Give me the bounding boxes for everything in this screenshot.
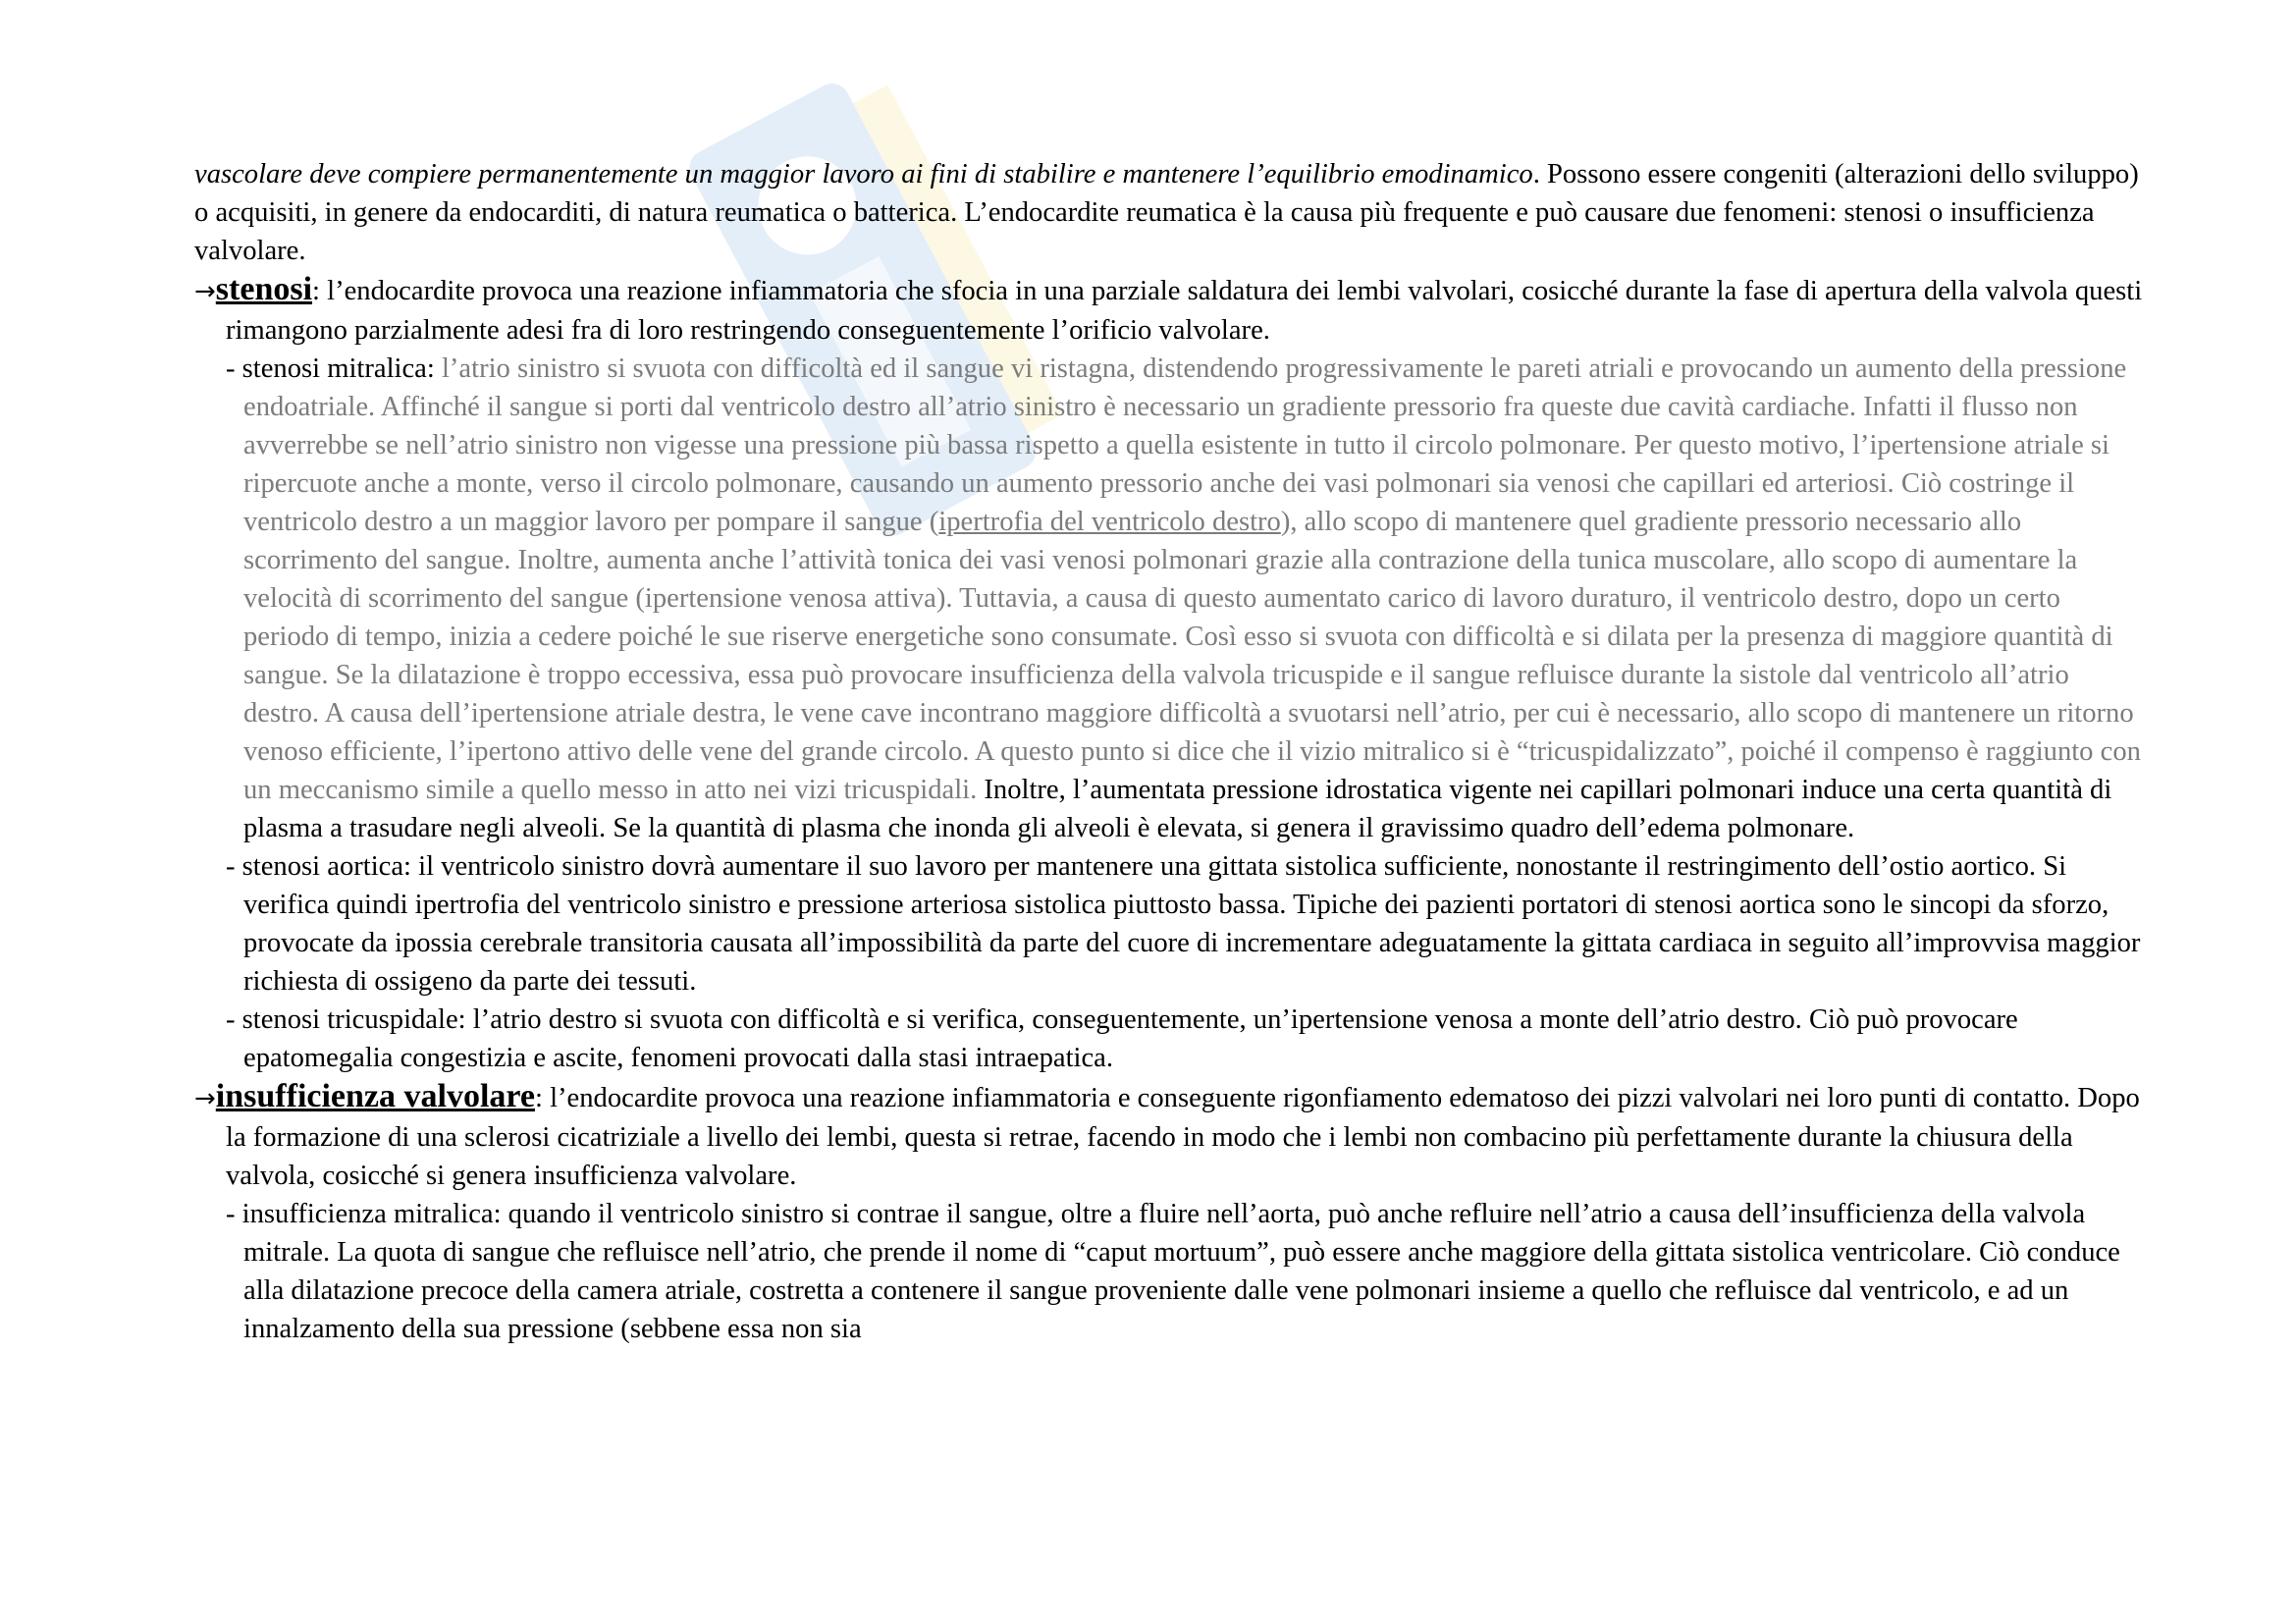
stenosi-tricuspidale-item — [194, 1001, 2148, 1077]
stenosi-colon: : — [312, 276, 320, 306]
arrow-right-icon: → — [194, 1084, 216, 1113]
insufficienza-title: insufficienza valvolare — [215, 1078, 535, 1114]
stenosi-mitralica-item — [194, 350, 2148, 847]
stenosi-text: l’endocardite provoca una reazione infiammatoria che sfocia in una parziale saldatura dei lembi valvolari, cosicché durante la fase di apertura della valvola questi rimangono parzialmente adesi fra di loro restringendo conseguentemente l’orificio valvolare. — [226, 276, 2143, 346]
insufficienza-mitralica-text: quando il ventricolo sinistro si contrae il sangue, oltre a fluire nell’aorta, può anche refluire nell’atrio a causa dell’insufficienza della valvola mitrale. La quota di sangue che refluisce nell’atrio, che prende il nome di “caput mortuum”, può essere anche maggiore della gittata sistolica ventricolare. Ciò conduce alla dilatazione precoce della camera atriale, costretta a contenere il sangue proveniente dalle vene polmonari insieme a quello che refluisce dal ventricolo, e ad un innalzamento della sua pressione (sebbene essa non sia — [243, 1199, 2120, 1344]
stenosi-aortica-item — [194, 847, 2148, 1001]
stenosi-mitralica-black: Inoltre, l’aumentata pressione idrostatica vigente nei capillari polmonari induce una certa quantità di plasma a trasudare negli alveoli. Se la quantità di plasma che inonda gli alveoli è elevata, si genera il gravissimo quadro dell’edema polmonare. — [243, 775, 2112, 843]
stenosi-mitralica-label: - stenosi mitralica: — [226, 353, 442, 384]
stenosi-section — [194, 270, 2148, 350]
intro-rest: . Possono essere congeniti (alterazioni dello sviluppo) o acquisiti, in genere da endocarditi, di natura reumatica o batterica. L’endocardite reumatica è la causa più frequente e può causare due fenomeni: stenosi o insufficienza valvolare. — [194, 159, 2139, 266]
stenosi-tricuspidale-label: - stenosi tricuspidale: — [226, 1004, 473, 1035]
intro-italic: vascolare deve compiere permanentemente un maggior lavoro ai fini di stabilire e mantenere l’equilibrio emodinamico — [194, 159, 1533, 189]
stenosi-mitralica-gray-b: ), allo scopo di mantenere quel gradiente pressorio necessario allo scorrimento del sangue. Inoltre, aumenta anche l’attività tonica dei vasi venosi polmonari grazie alla contrazione della tunica muscolare, allo scopo di aumentare la velocità di scorrimento del sangue (ipertensione venosa attiva). Tuttavia, a causa di questo aumentato carico di lavoro duraturo, il ventricolo destro, dopo un certo periodo di tempo, inizia a cedere poiché le sue riserve energetiche sono consumate. Così esso si svuota con difficoltà e si dilata per la presenza di maggiore quantità di sangue. Se la dilatazione è troppo eccessiva, essa può provocare insufficienza della valvola tricuspide e il sangue refluisce durante la sistole dal ventricolo all’atrio destro. A causa dell’ipertensione atriale destra, le vene cave incontrano maggiore difficoltà a svuotarsi nell’atrio, per cui è necessario, allo scopo di mantenere un ritorno venoso efficiente, l’ipertono attivo delle vene del grande circolo. A questo punto si dice che il vizio mitralico si è “tricuspidalizzato”, poiché il compenso è raggiunto con un meccanismo simile a quello messo in atto nei vizi tricuspidali. — [243, 507, 2141, 805]
stenosi-tricuspidale-text: l’atrio destro si svuota con difficoltà e si verifica, conseguentemente, un’ipertensione venosa a monte dell’atrio destro. Ciò può provocare epatomegalia congestizia e ascite, fenomeni provocati dalla stasi intraepatica. — [243, 1004, 2018, 1073]
document-page — [194, 155, 2148, 1348]
insufficienza-mitralica-label: - insufficienza mitralica: — [226, 1199, 508, 1229]
insufficienza-mitralica-item — [194, 1195, 2148, 1348]
insufficienza-section — [194, 1077, 2148, 1195]
stenosi-mitralica-underlined: ipertrofia del ventricolo destro — [938, 507, 1281, 537]
stenosi-aortica-label: - stenosi aortica: — [226, 851, 419, 882]
stenosi-title: stenosi — [215, 271, 313, 307]
stenosi-mitralica-gray-a: l’atrio sinistro si svuota con difficoltà ed il sangue vi ristagna, distendendo progressivamente le pareti atriali e provocando un aumento della pressione endoatriale. Affinché il sangue si porti dal ventricolo destro all’atrio sinistro è necessario un gradiente pressorio fra queste due cavità cardiache. Infatti il flusso non avverrebbe se nell’atrio sinistro non vigesse una pressione più bassa rispetto a quella esistente in tutto il circolo polmonare. Per questo motivo, l’ipertensione atriale si ripercuote anche a monte, verso il circolo polmonare, causando un aumento pressorio anche dei vasi polmonari sia venosi che capillari ed arteriosi. Ciò costringe il ventricolo destro a un maggior lavoro per pompare il sangue ( — [243, 353, 2127, 537]
arrow-right-icon: → — [194, 277, 216, 306]
insufficienza-colon: : — [534, 1083, 543, 1113]
intro-paragraph — [194, 155, 2148, 270]
insufficienza-text: l’endocardite provoca una reazione infiammatoria e conseguente rigonfiamento edematoso dei pizzi valvolari nei loro punti di contatto. Dopo la formazione di una sclerosi cicatriziale a livello dei lembi, questa si retrae, facendo in modo che i lembi non combacino più perfettamente durante la chiusura della valvola, cosicché si genera insufficienza valvolare. — [226, 1083, 2140, 1191]
stenosi-aortica-text: il ventricolo sinistro dovrà aumentare il suo lavoro per mantenere una gittata sistolica sufficiente, nonostante il restringimento dell’ostio aortico. Si verifica quindi ipertrofia del ventricolo sinistro e pressione arteriosa sistolica piuttosto bassa. Tipiche dei pazienti portatori di stenosi aortica sono le sincopi da sforzo, provocate da ipossia cerebrale transitoria causata all’impossibilità da parte del cuore di incrementare adeguatamente la gittata cardiaca in seguito all’improvvisa maggior richiesta di ossigeno da parte dei tessuti. — [243, 851, 2141, 997]
